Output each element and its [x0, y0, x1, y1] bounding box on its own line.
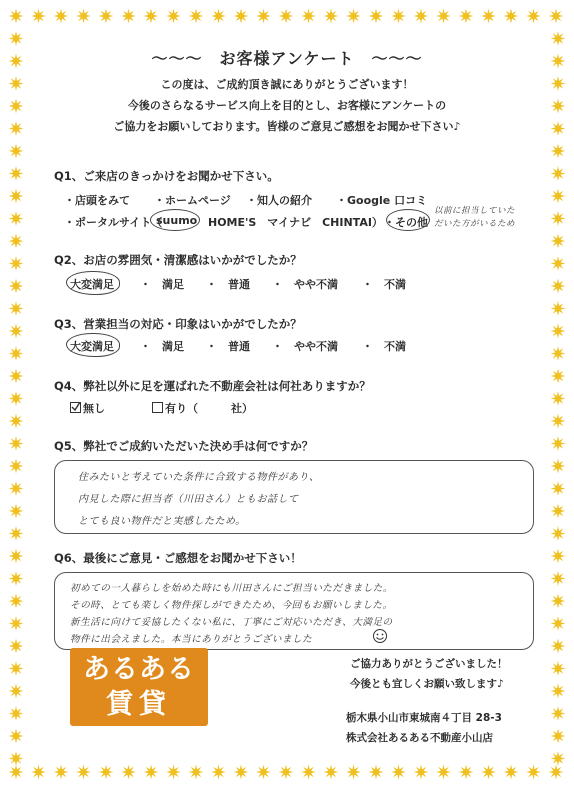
thanks-line: ご協力ありがとうございました！ — [350, 658, 508, 670]
star-decoration — [211, 9, 226, 24]
star-decoration — [9, 526, 24, 541]
star-decoration — [324, 765, 339, 780]
star-decoration — [9, 504, 24, 519]
star-decoration — [481, 9, 496, 24]
star-decoration — [551, 481, 566, 496]
thanks-line: 今後とも宜しくお願い致します♪ — [350, 678, 504, 690]
star-decoration — [551, 504, 566, 519]
star-decoration — [76, 765, 91, 780]
q1-option[interactable]: ・知人の紹介 — [246, 194, 312, 207]
star-decoration — [391, 9, 406, 24]
star-decoration — [551, 616, 566, 631]
q5-answer-line: 内見した際に担当者（川田さん）ともお話して — [78, 494, 299, 505]
star-decoration — [31, 9, 46, 24]
star-decoration — [346, 9, 361, 24]
q2-option[interactable]: ・ 不満 — [362, 278, 406, 291]
q6-answer-line: その時、とても楽しく物件探しができたため、今回もお願いしました。 — [70, 600, 393, 611]
star-decoration — [551, 729, 566, 744]
star-decoration — [9, 144, 24, 159]
q2-option[interactable]: ・ やや不満 — [272, 278, 338, 291]
star-decoration — [551, 436, 566, 451]
star-decoration — [9, 256, 24, 271]
star-decoration — [9, 9, 24, 24]
star-decoration — [9, 324, 24, 339]
q4-some-label: 有り（ 社） — [165, 402, 253, 415]
star-decoration — [481, 765, 496, 780]
checkbox-icon[interactable] — [152, 402, 163, 413]
q1-option[interactable]: ・Google 口コミ — [336, 194, 428, 207]
star-decoration — [9, 751, 24, 766]
hand-circle — [66, 271, 120, 295]
logo-line2: 賃貸 — [106, 689, 172, 720]
q5-question: Q5、弊社でご成約いただいた決め手は何ですか？ — [54, 439, 314, 453]
star-decoration — [9, 639, 24, 654]
star-decoration — [301, 765, 316, 780]
star-decoration — [9, 76, 24, 91]
q1-option[interactable]: ・店頭をみて — [64, 194, 130, 207]
star-decoration — [256, 765, 271, 780]
star-decoration — [279, 9, 294, 24]
star-decoration — [189, 9, 204, 24]
star-decoration — [54, 9, 69, 24]
q3-option[interactable]: ・ 普通 — [206, 340, 250, 353]
q1-other-note: だいた方がいるため — [434, 219, 516, 229]
q6-answer-line: 物件に出会えました。本当にありがとうございました — [70, 634, 313, 645]
q3-option[interactable]: ・ 満足 — [140, 340, 184, 353]
star-decoration — [549, 9, 564, 24]
intro-text — [36, 74, 538, 137]
q3-option[interactable]: ・ 不満 — [362, 340, 406, 353]
star-decoration — [234, 9, 249, 24]
star-decoration — [144, 9, 159, 24]
q3-question: Q3、営業担当の対応・印象はいかがでしたか？ — [54, 317, 302, 331]
hand-circle — [150, 209, 200, 231]
star-decoration — [9, 211, 24, 226]
star-decoration — [551, 301, 566, 316]
star-decoration — [9, 301, 24, 316]
company-logo — [70, 648, 208, 726]
star-decoration — [9, 99, 24, 114]
star-decoration — [9, 706, 24, 721]
star-decoration — [9, 616, 24, 631]
star-decoration — [551, 526, 566, 541]
star-decoration — [9, 571, 24, 586]
star-decoration — [9, 684, 24, 699]
star-decoration — [144, 765, 159, 780]
star-decoration — [549, 765, 564, 780]
q5-answer-line: 住みたいと考えていた条件に合致する物件があり、 — [78, 472, 320, 483]
star-decoration — [54, 765, 69, 780]
star-decoration — [551, 684, 566, 699]
star-decoration — [551, 211, 566, 226]
q4-none-label: 無し — [83, 402, 105, 415]
star-decoration — [551, 234, 566, 249]
star-decoration — [121, 765, 136, 780]
star-decoration — [9, 459, 24, 474]
survey-sheet — [36, 36, 538, 752]
q4-question: Q4、弊社以外に足を運ばれた不動産会社は何社ありますか？ — [54, 379, 371, 393]
star-decoration — [9, 594, 24, 609]
q2-option[interactable]: 大変満足 — [70, 278, 114, 291]
star-decoration — [189, 765, 204, 780]
star-decoration — [551, 549, 566, 564]
star-decoration — [369, 9, 384, 24]
q3-option[interactable]: 大変満足 — [70, 340, 114, 353]
star-decoration — [551, 31, 566, 46]
star-decoration — [551, 121, 566, 136]
star-decoration — [234, 765, 249, 780]
page-title: 〜〜〜 お客様アンケート 〜〜〜 — [151, 49, 423, 68]
star-decoration — [551, 369, 566, 384]
star-decoration — [324, 9, 339, 24]
star-decoration — [526, 765, 541, 780]
star-decoration — [256, 9, 271, 24]
star-decoration — [504, 765, 519, 780]
logo-line1: あるある — [83, 654, 195, 685]
q2-option[interactable]: ・ 満足 — [140, 278, 184, 291]
star-decoration — [9, 121, 24, 136]
checkbox-checked-icon[interactable] — [70, 402, 81, 413]
q4-some-option[interactable] — [152, 400, 253, 416]
star-decoration — [551, 414, 566, 429]
star-decoration — [551, 639, 566, 654]
star-decoration — [551, 256, 566, 271]
q6-answer-line: 新生活に向けて妥協したくない私に、丁寧にご対応いただき、大満足の — [70, 617, 393, 628]
q4-none-option[interactable] — [70, 400, 105, 416]
company-address: 栃木県小山市東城南４丁目 28-3 — [346, 712, 502, 724]
star-decoration — [551, 391, 566, 406]
star-decoration — [551, 189, 566, 204]
q1-suumo[interactable]: suumo — [156, 214, 198, 227]
star-decoration — [459, 9, 474, 24]
star-decoration — [211, 765, 226, 780]
star-decoration — [9, 481, 24, 496]
q1-option[interactable]: ・ホームページ — [154, 194, 231, 207]
star-decoration — [414, 765, 429, 780]
star-decoration — [166, 9, 181, 24]
star-decoration — [9, 765, 24, 780]
star-decoration — [9, 189, 24, 204]
star-decoration — [9, 346, 24, 361]
q5-answer-line: とても良い物件だと実感したため。 — [78, 516, 246, 527]
star-decoration — [551, 571, 566, 586]
smiley-icon — [372, 628, 388, 644]
star-decoration — [551, 459, 566, 474]
q6-answer-line: 初めての一人暮らしを始めた時にも川田さんにご担当いただきました。 — [70, 583, 393, 594]
star-decoration — [9, 414, 24, 429]
star-decoration — [414, 9, 429, 24]
star-decoration — [551, 54, 566, 69]
star-decoration — [31, 765, 46, 780]
hand-circle — [66, 333, 120, 357]
star-decoration — [9, 369, 24, 384]
star-decoration — [459, 765, 474, 780]
star-decoration — [436, 765, 451, 780]
star-decoration — [346, 765, 361, 780]
q1-portal-option[interactable]: ・ポータルサイト（ — [64, 216, 163, 229]
star-decoration — [279, 765, 294, 780]
star-decoration — [551, 279, 566, 294]
star-decoration — [9, 31, 24, 46]
star-decoration — [504, 9, 519, 24]
star-decoration — [99, 9, 114, 24]
q6-question: Q6、最後にご意見・ご感想をお聞かせ下さい！ — [54, 551, 302, 565]
star-decoration — [551, 751, 566, 766]
q1-question: Q1、ご来店のきっかけをお聞かせ下さい。 — [54, 169, 279, 183]
star-decoration — [9, 391, 24, 406]
star-decoration — [551, 99, 566, 114]
star-decoration — [9, 436, 24, 451]
intro-line: ご協力をお願いしております。皆様のご意見ご感想をお聞かせ下さい♪ — [113, 120, 461, 133]
star-decoration — [551, 706, 566, 721]
star-decoration — [301, 9, 316, 24]
q3-option[interactable]: ・ やや不満 — [272, 340, 338, 353]
star-decoration — [166, 765, 181, 780]
star-decoration — [551, 76, 566, 91]
company-name: 株式会社あるある不動産小山店 — [346, 732, 493, 744]
star-decoration — [76, 9, 91, 24]
hand-circle — [386, 209, 430, 231]
star-decoration — [9, 549, 24, 564]
star-decoration — [99, 765, 114, 780]
q2-option[interactable]: ・ 普通 — [206, 278, 250, 291]
star-decoration — [9, 729, 24, 744]
intro-line: 今後のさらなるサービス向上を目的とし、お客様にアンケートの — [127, 99, 447, 112]
star-decoration — [9, 166, 24, 181]
star-decoration — [551, 324, 566, 339]
star-decoration — [9, 661, 24, 676]
star-decoration — [551, 166, 566, 181]
q2-question: Q2、お店の雰囲気・清潔感はいかがでしたか？ — [54, 253, 302, 267]
star-decoration — [121, 9, 136, 24]
q1-other-note: 以前に担当していた — [434, 206, 516, 216]
intro-line: この度は、ご成約頂き誠にありがとうございます！ — [160, 78, 414, 91]
star-decoration — [551, 594, 566, 609]
star-decoration — [9, 234, 24, 249]
star-decoration — [9, 54, 24, 69]
star-decoration — [391, 765, 406, 780]
q1-portal-rest: HOME'S マイナビ CHINTAI） — [208, 216, 383, 229]
star-decoration — [526, 9, 541, 24]
star-decoration — [551, 346, 566, 361]
q1-other-option[interactable]: ・その他 — [384, 216, 428, 229]
star-decoration — [9, 279, 24, 294]
star-decoration — [436, 9, 451, 24]
star-decoration — [369, 765, 384, 780]
star-decoration — [551, 144, 566, 159]
star-decoration — [551, 661, 566, 676]
